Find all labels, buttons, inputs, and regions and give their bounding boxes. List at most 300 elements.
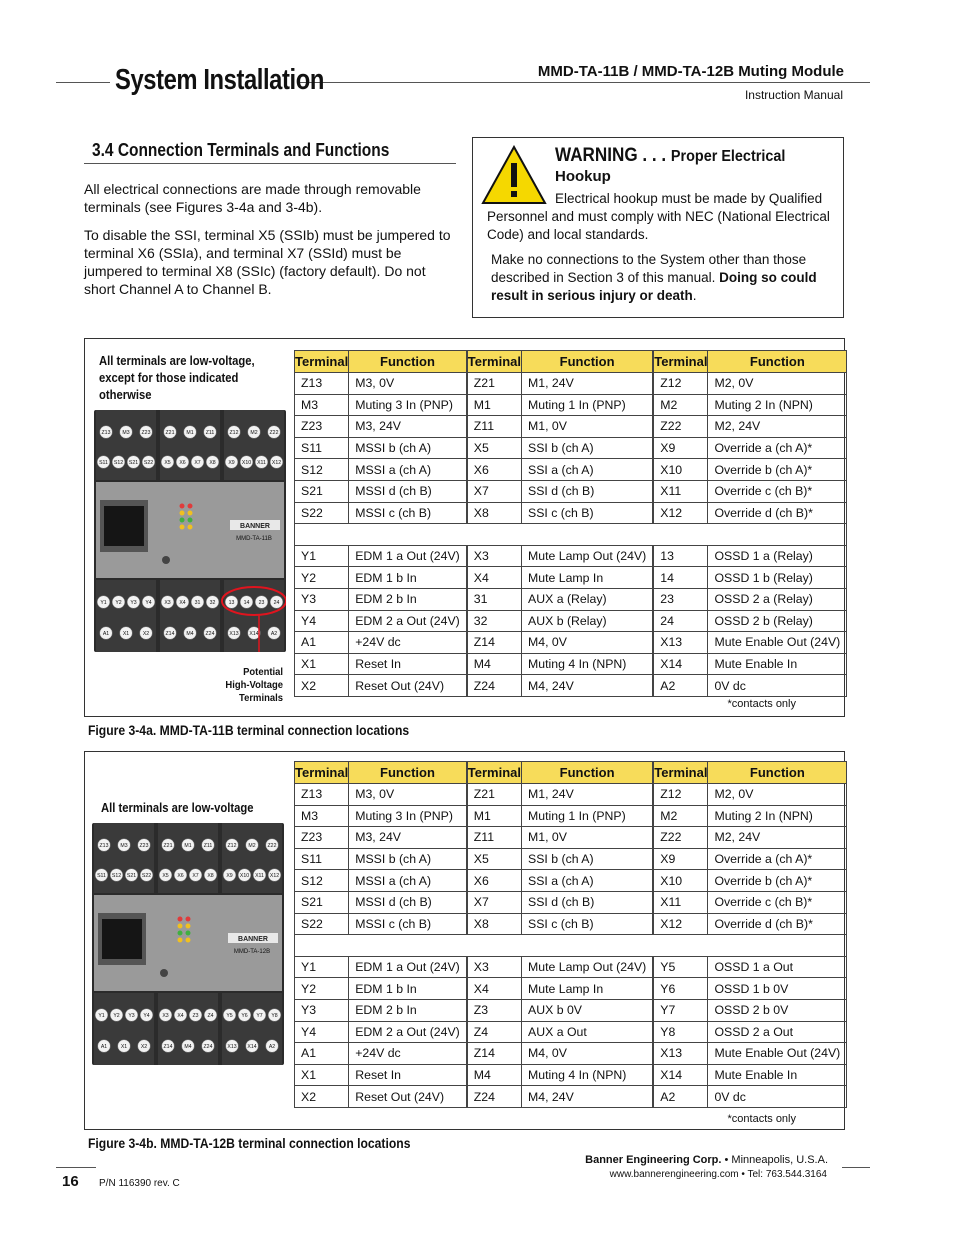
function-cell: Muting 1 In (PNP) (522, 805, 653, 827)
terminal-label: S21 (126, 873, 137, 879)
terminal-cell: S12 (295, 459, 349, 481)
part-number: P/N 116390 rev. C (99, 1178, 180, 1189)
spacer-cell (295, 524, 847, 546)
terminal-label: M4 (186, 631, 194, 637)
status-led (178, 938, 183, 943)
warning-p2-bold: Doing so could result in serious injury or death (491, 270, 817, 303)
function-cell: Muting 4 In (NPN) (522, 653, 653, 675)
function-cell: EDM 2 b In (349, 588, 467, 610)
figure-caption-4b: Figure 3-4b. MMD-TA-12B terminal connection locations (88, 1136, 411, 1151)
terminal-block-bottom (158, 993, 218, 1065)
terminal-label: Z22 (267, 843, 277, 849)
terminal-label: Y2 (115, 600, 122, 606)
table-spacer-row (295, 524, 847, 546)
figure-note: All terminals are low-voltage, except for those indicated otherwise (99, 354, 255, 402)
terminal-cell: S11 (295, 437, 349, 459)
status-led (186, 931, 191, 936)
terminal-cell: Z11 (467, 827, 521, 849)
terminal-cell: X12 (654, 502, 708, 524)
terminal-label: M3 (122, 430, 130, 436)
company-line (585, 1154, 828, 1166)
terminal-label: S11 (99, 460, 108, 466)
terminal-label: Y8 (271, 1013, 278, 1019)
contacts-note: *contacts only (727, 698, 796, 710)
function-cell: EDM 1 a Out (24V) (349, 956, 467, 978)
terminal-label: X10 (241, 460, 252, 466)
terminal-cell: Z12 (654, 373, 708, 395)
terminal-table-12b (294, 761, 847, 1108)
table-row (295, 978, 847, 1000)
terminal-cell: X14 (654, 653, 708, 675)
figure-3-4a (84, 338, 845, 717)
status-led (186, 924, 191, 929)
terminal-cell: X4 (467, 978, 521, 1000)
table-header-cell: Terminal (654, 351, 708, 373)
terminal-cell: X3 (467, 545, 521, 567)
module-title: MMD-TA-11B / MMD-TA-12B Muting Module (537, 63, 844, 80)
section-rule (84, 163, 456, 164)
terminal-cell: A2 (654, 1086, 708, 1108)
function-cell: Muting 1 In (PNP) (522, 394, 653, 416)
table-header-cell: Function (522, 762, 653, 784)
terminal-label: Z21 (165, 430, 175, 436)
terminal-label: M4 (184, 1044, 192, 1050)
page-number: 16 (62, 1173, 79, 1190)
terminal-cell: 23 (654, 588, 708, 610)
body-paragraph-2: To disable the SSI, terminal X5 (SSIb) must be jumpered to terminal X6 (SSIa), and terminal X7 (SSId) must be jumpered to terminal X8 (SSIc) (factory default). Do not short Channel A to Channel B. (84, 227, 451, 297)
function-cell: M2, 0V (708, 373, 847, 395)
terminal-block-top (224, 410, 284, 480)
terminal-label: X8 (209, 460, 216, 466)
terminal-label: S21 (128, 460, 139, 466)
function-cell: M4, 24V (522, 1086, 653, 1108)
function-cell: M2, 24V (708, 416, 847, 438)
header-rule-right (300, 82, 870, 83)
function-cell: MSSI d (ch B) (349, 480, 467, 502)
table-row (295, 373, 847, 395)
table-row (295, 675, 847, 697)
warning-box (472, 137, 844, 318)
terminal-label: X13 (229, 631, 239, 637)
table-header-cell: Function (708, 351, 847, 373)
terminal-cell: Z21 (467, 784, 521, 806)
figure-caption-4a: Figure 3-4a. MMD-TA-11B terminal connection locations (88, 723, 410, 738)
table-row (295, 459, 847, 481)
terminal-label: S22 (143, 460, 154, 466)
seven-segment-display (102, 919, 142, 959)
table-row (295, 1043, 847, 1065)
terminal-label: X7 (194, 460, 201, 466)
spacer-cell (295, 935, 847, 957)
terminal-cell: X2 (295, 1086, 349, 1108)
status-led (188, 504, 193, 509)
terminal-label: X4 (179, 600, 186, 606)
function-cell: Muting 3 In (PNP) (349, 394, 467, 416)
terminal-cell: 32 (467, 610, 521, 632)
terminal-label: Y2 (113, 1013, 120, 1019)
terminal-label: Y7 (256, 1013, 263, 1019)
terminal-label: 13 (228, 600, 235, 606)
terminal-block-bottom (222, 993, 282, 1065)
table-row (295, 567, 847, 589)
function-cell: AUX a (Relay) (522, 588, 653, 610)
function-cell: Mute Enable In (708, 1064, 847, 1086)
reset-button (160, 969, 168, 977)
terminal-cell: X6 (467, 459, 521, 481)
function-cell: Override a (ch A)* (708, 848, 847, 870)
terminal-cell: X9 (654, 848, 708, 870)
terminal-label: X1 (122, 631, 130, 637)
table-header-cell: Terminal (467, 762, 521, 784)
terminal-cell: Z14 (467, 1043, 521, 1065)
table-header-row (295, 762, 847, 784)
function-cell: M3, 0V (349, 373, 467, 395)
function-cell: Override b (ch A)* (708, 870, 847, 892)
terminal-label: X9 (226, 873, 233, 879)
status-led (186, 938, 191, 943)
function-cell: M2, 0V (708, 784, 847, 806)
table-header-cell: Function (349, 762, 467, 784)
table-row (295, 827, 847, 849)
function-cell: Mute Lamp Out (24V) (522, 956, 653, 978)
terminal-block-bottom (160, 580, 220, 652)
function-cell: AUX b 0V (522, 999, 653, 1021)
function-cell: Override c (ch B)* (708, 480, 847, 502)
terminal-cell: 14 (654, 567, 708, 589)
terminal-label: Z14 (165, 631, 175, 637)
terminal-block-bottom (96, 580, 156, 652)
terminal-block-top (96, 410, 156, 480)
terminal-cell: X8 (467, 913, 521, 935)
company-location: • Minneapolis, U.S.A. (721, 1154, 828, 1166)
function-cell: MSSI b (ch A) (349, 437, 467, 459)
function-cell: OSSD 1 b 0V (708, 978, 847, 1000)
terminal-cell: X4 (467, 567, 521, 589)
page-title: System Installation (115, 64, 324, 96)
terminal-label: Z13 (99, 843, 109, 849)
terminal-label: M2 (248, 843, 256, 849)
function-cell: OSSD 2 a (Relay) (708, 588, 847, 610)
terminal-label: Y6 (241, 1013, 248, 1019)
function-cell: EDM 1 b In (349, 978, 467, 1000)
terminal-label: Z4 (207, 1013, 214, 1019)
terminal-cell: X10 (654, 459, 708, 481)
terminal-cell: X7 (467, 891, 521, 913)
function-cell: +24V dc (349, 632, 467, 654)
terminal-label: S12 (111, 873, 122, 879)
header-rule-left (56, 82, 110, 83)
table-row (295, 1086, 847, 1108)
table-row (295, 437, 847, 459)
terminal-cell: X3 (467, 956, 521, 978)
function-cell: M1, 24V (522, 784, 653, 806)
function-cell: SSI b (ch A) (522, 437, 653, 459)
function-cell: Override d (ch B)* (708, 913, 847, 935)
body-paragraph-1: All electrical connections are made through removable terminals (see Figures 3-4a and 3-4b). (84, 181, 421, 215)
table-row (295, 545, 847, 567)
terminal-cell: X2 (295, 675, 349, 697)
function-cell: M3, 24V (349, 416, 467, 438)
terminal-cell: Y2 (295, 978, 349, 1000)
function-cell: M4, 0V (522, 1043, 653, 1065)
function-cell: AUX b (Relay) (522, 610, 653, 632)
model-label: MMD-TA-12B (233, 949, 271, 955)
terminal-label: Z21 (163, 843, 173, 849)
terminal-cell: A2 (654, 675, 708, 697)
function-cell: SSI d (ch B) (522, 480, 653, 502)
function-cell: SSI a (ch A) (522, 870, 653, 892)
terminal-cell: X1 (295, 1064, 349, 1086)
terminal-label: Z22 (269, 430, 279, 436)
table-row (295, 588, 847, 610)
table-row (295, 632, 847, 654)
table-row (295, 956, 847, 978)
warning-paragraph-1: Electrical hookup must be made by Qualified Personnel and must comply with NEC (National Electrical Code) and local standards. (487, 191, 830, 242)
function-cell: MSSI a (ch A) (349, 870, 467, 892)
function-cell: SSI c (ch B) (522, 913, 653, 935)
terminal-label: Z11 (203, 843, 213, 849)
terminal-label: 32 (209, 600, 216, 606)
status-led (186, 917, 191, 922)
function-cell: Override d (ch B)* (708, 502, 847, 524)
terminal-cell: S22 (295, 913, 349, 935)
terminal-label: Z24 (205, 631, 215, 637)
terminal-cell: 24 (654, 610, 708, 632)
function-cell: Reset Out (24V) (349, 675, 467, 697)
terminal-label: A1 (102, 631, 110, 637)
function-cell: M2, 24V (708, 827, 847, 849)
footer-rule-right (842, 1167, 870, 1168)
terminal-label: X5 (164, 460, 171, 466)
terminal-label: M1 (186, 430, 194, 436)
function-cell: Override b (ch A)* (708, 459, 847, 481)
table-header-cell: Terminal (295, 762, 349, 784)
terminal-cell: M1 (467, 805, 521, 827)
terminal-label: Z23 (141, 430, 151, 436)
terminal-cell: M4 (467, 1064, 521, 1086)
terminal-label: 14 (243, 600, 250, 606)
warning-word: WARNING . . . (555, 145, 667, 166)
terminal-cell: X1 (295, 653, 349, 675)
function-cell: SSI d (ch B) (522, 891, 653, 913)
terminal-cell: X10 (654, 870, 708, 892)
terminal-cell: A1 (295, 1043, 349, 1065)
terminal-label: M2 (250, 430, 258, 436)
warning-title-line2: Hookup (555, 168, 611, 185)
terminal-label: Y5 (226, 1013, 233, 1019)
terminal-block-top (94, 823, 154, 893)
terminal-block-top (160, 410, 220, 480)
terminal-cell: Z24 (467, 1086, 521, 1108)
table-row (295, 1021, 847, 1043)
function-cell: OSSD 1 a (Relay) (708, 545, 847, 567)
terminal-cell: A1 (295, 632, 349, 654)
terminal-cell: X8 (467, 502, 521, 524)
terminal-cell: X13 (654, 632, 708, 654)
status-led (178, 917, 183, 922)
terminal-label: M1 (184, 843, 192, 849)
figure-3-4b (84, 751, 845, 1130)
terminal-cell: X5 (467, 437, 521, 459)
function-cell: 0V dc (708, 675, 847, 697)
table-row (295, 502, 847, 524)
function-cell: Mute Lamp Out (24V) (522, 545, 653, 567)
function-cell: Reset In (349, 1064, 467, 1086)
function-cell: MSSI c (ch B) (349, 502, 467, 524)
function-cell: M4, 0V (522, 632, 653, 654)
terminal-label: Y3 (128, 1013, 135, 1019)
function-cell: Mute Enable In (708, 653, 847, 675)
terminal-label: X7 (192, 873, 199, 879)
terminal-label: A2 (268, 1044, 276, 1050)
function-cell: OSSD 2 b 0V (708, 999, 847, 1021)
terminal-label: 23 (258, 600, 265, 606)
table-header-cell: Terminal (467, 351, 521, 373)
terminal-cell: X14 (654, 1064, 708, 1086)
table-row (295, 480, 847, 502)
terminal-cell: X9 (654, 437, 708, 459)
terminal-block-top (158, 823, 218, 893)
function-cell: SSI b (ch A) (522, 848, 653, 870)
function-cell: OSSD 2 a Out (708, 1021, 847, 1043)
terminal-cell: Y6 (654, 978, 708, 1000)
terminal-cell: Y1 (295, 956, 349, 978)
terminal-cell: Y4 (295, 610, 349, 632)
terminal-block-top (222, 823, 282, 893)
terminal-label: X6 (179, 460, 186, 466)
status-led (178, 924, 183, 929)
function-cell: EDM 2 a Out (24V) (349, 610, 467, 632)
terminal-label: X14 (249, 631, 259, 637)
terminal-label: Z12 (227, 843, 237, 849)
terminal-label: X11 (257, 460, 266, 466)
function-cell: OSSD 1 a Out (708, 956, 847, 978)
function-cell: Muting 3 In (PNP) (349, 805, 467, 827)
status-led (180, 504, 185, 509)
table-header-cell: Function (708, 762, 847, 784)
module-photo-12b (92, 823, 284, 1065)
terminal-cell: Z22 (654, 416, 708, 438)
terminal-cell: Z21 (467, 373, 521, 395)
terminal-block-bottom (94, 993, 154, 1065)
terminal-label: Y4 (143, 1013, 150, 1019)
terminal-cell: Z13 (295, 373, 349, 395)
terminal-cell: Z13 (295, 784, 349, 806)
terminal-label: Z14 (163, 1044, 173, 1050)
function-cell: Override a (ch A)* (708, 437, 847, 459)
terminal-label: 24 (273, 600, 280, 606)
warning-p2-end: . (692, 288, 697, 303)
table-row (295, 394, 847, 416)
function-cell: Mute Lamp In (522, 978, 653, 1000)
terminal-cell: S12 (295, 870, 349, 892)
terminal-label: X2 (142, 631, 150, 637)
terminal-label: Z23 (139, 843, 149, 849)
function-cell: EDM 1 a Out (24V) (349, 545, 467, 567)
terminal-label: X12 (271, 460, 282, 466)
terminal-cell: Y2 (295, 567, 349, 589)
table-row (295, 416, 847, 438)
terminal-label: X12 (269, 873, 280, 879)
terminal-label: X3 (162, 1013, 169, 1019)
terminal-label: X1 (120, 1044, 128, 1050)
warning-title-line1: Proper Electrical (670, 148, 786, 165)
terminal-label: X11 (255, 873, 264, 879)
manual-label: Instruction Manual (744, 88, 843, 102)
terminal-label: X2 (140, 1044, 148, 1050)
function-cell: Mute Enable Out (24V) (708, 632, 847, 654)
terminal-label: Z3 (192, 1013, 199, 1019)
section-heading: 3.4 Connection Terminals and Functions (92, 140, 390, 160)
function-cell: M1, 24V (522, 373, 653, 395)
table-header-cell: Terminal (654, 762, 708, 784)
table-header-cell: Function (349, 351, 467, 373)
function-cell: M1, 0V (522, 827, 653, 849)
table-row (295, 1064, 847, 1086)
terminal-cell: M3 (295, 394, 349, 416)
terminal-label: S12 (113, 460, 124, 466)
terminal-cell: Z11 (467, 416, 521, 438)
function-cell: EDM 2 a Out (24V) (349, 1021, 467, 1043)
model-label: MMD-TA-11B (236, 536, 272, 542)
terminal-cell: Z24 (467, 675, 521, 697)
seven-segment-display (104, 506, 144, 546)
terminal-label: 31 (194, 600, 201, 606)
terminal-cell: Y3 (295, 588, 349, 610)
terminal-label: Z24 (203, 1044, 213, 1050)
terminal-cell: M1 (467, 394, 521, 416)
status-led (178, 931, 183, 936)
terminal-cell: X6 (467, 870, 521, 892)
function-cell: Muting 2 In (NPN) (708, 805, 847, 827)
terminal-cell: 31 (467, 588, 521, 610)
brand-label: BANNER (240, 523, 270, 530)
terminal-label: X5 (162, 873, 169, 879)
terminal-cell: Z12 (654, 784, 708, 806)
terminal-cell: S22 (295, 502, 349, 524)
function-cell: Muting 2 In (NPN) (708, 394, 847, 416)
figure-note: All terminals are low-voltage (101, 801, 254, 815)
terminal-label: X14 (247, 1044, 257, 1050)
function-cell: M3, 0V (349, 784, 467, 806)
terminal-cell: S11 (295, 848, 349, 870)
function-cell: SSI c (ch B) (522, 502, 653, 524)
module-photo-11b (94, 410, 286, 652)
function-cell: Mute Lamp In (522, 567, 653, 589)
footer-rule-left (56, 1167, 96, 1168)
terminal-cell: X5 (467, 848, 521, 870)
function-cell: AUX a Out (522, 1021, 653, 1043)
terminal-label: M3 (120, 843, 128, 849)
function-cell: Reset In (349, 653, 467, 675)
status-led (188, 518, 193, 523)
table-row (295, 870, 847, 892)
function-cell: 0V dc (708, 1086, 847, 1108)
function-cell: Reset Out (24V) (349, 1086, 467, 1108)
terminal-cell: M3 (295, 805, 349, 827)
table-row (295, 999, 847, 1021)
terminal-cell: Y8 (654, 1021, 708, 1043)
terminal-label: A2 (270, 631, 278, 637)
contacts-note: *contacts only (727, 1113, 796, 1125)
table-row (295, 653, 847, 675)
function-cell: OSSD 2 b (Relay) (708, 610, 847, 632)
status-led (180, 525, 185, 530)
function-cell: MSSI d (ch B) (349, 891, 467, 913)
terminal-cell: Y1 (295, 545, 349, 567)
function-cell: MSSI b (ch A) (349, 848, 467, 870)
terminal-cell: M2 (654, 394, 708, 416)
